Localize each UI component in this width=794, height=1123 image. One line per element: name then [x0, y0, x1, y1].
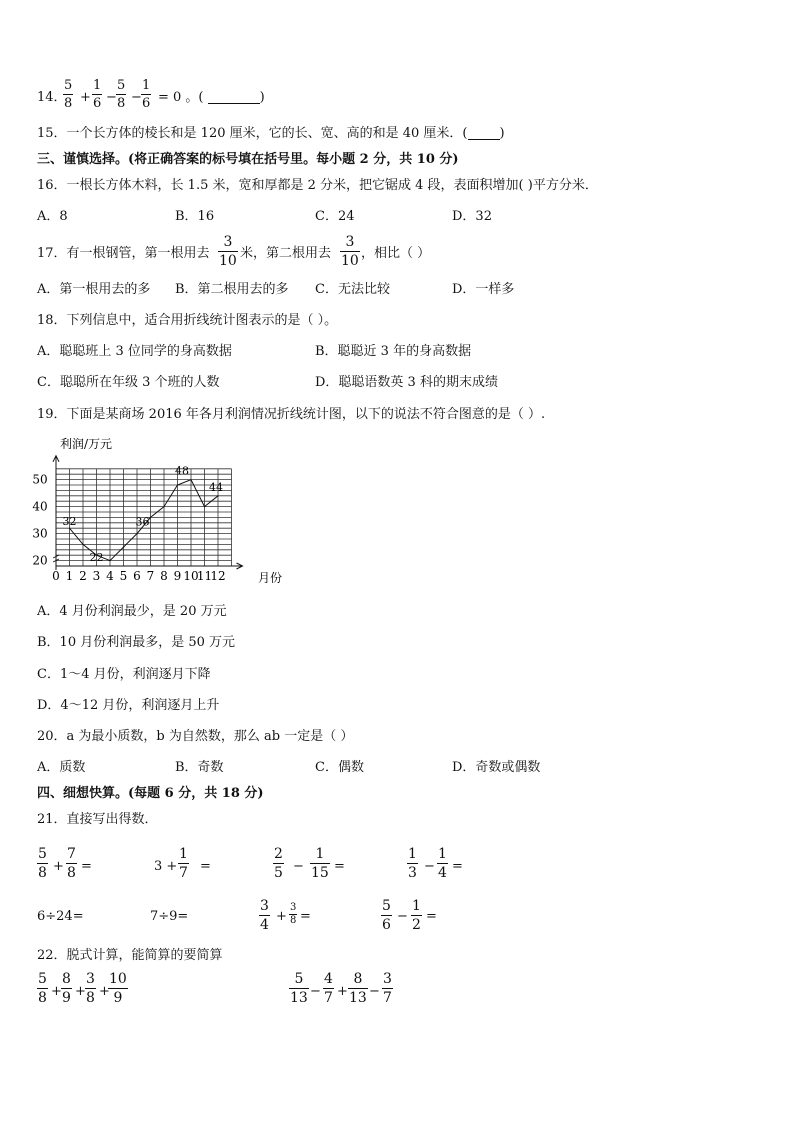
q21-r1a-fraction-2: 7 8: [67, 846, 76, 881]
q19-option-d[interactable]: D．4～12 月份，利润逐月上升: [37, 698, 220, 713]
q18-option-d[interactable]: D．聪聪语数英 3 科的期末成绩: [315, 375, 498, 390]
chart-data-label: 32: [62, 515, 77, 529]
q20-option-b[interactable]: B．奇数: [175, 760, 224, 775]
q14-fraction-2: 1 6: [93, 78, 102, 111]
q17-option-b[interactable]: B．第二根用去的多: [175, 282, 289, 297]
q21-r2d-eq: =: [426, 909, 437, 924]
q21-r1c-fraction-1: 2 5: [274, 846, 283, 881]
q21-r1a-op: +: [53, 859, 64, 874]
q21-r1d-op: −: [424, 859, 435, 874]
q20-option-a[interactable]: A．质数: [37, 760, 86, 775]
chart-data-point: [109, 560, 110, 561]
chart-x-tick-label: 11: [196, 569, 213, 583]
q17-fraction-2: 3 10: [341, 234, 359, 269]
chart-x-tick-label: 12: [210, 569, 226, 583]
q19-text: 19．下面是某商场 2016 年各月利润情况折线统计图，以下的说法不符合图意的是（ ）.: [37, 407, 546, 422]
q16-option-a[interactable]: A．8: [37, 209, 68, 224]
q19-option-c[interactable]: C．1～4 月份，利润逐月下降: [37, 667, 211, 682]
q22-e2-fraction-2: 4 7: [324, 971, 333, 1006]
chart-data-point: [204, 506, 205, 507]
q15-answer-blank[interactable]: [468, 127, 500, 140]
q21-r1a-eq: =: [81, 859, 92, 874]
chart-data-label: 22: [89, 551, 104, 565]
chart-y-tick-label: 40: [32, 499, 48, 514]
q14-op-2: −: [106, 90, 117, 105]
chart-x-axis-label: 月份: [258, 571, 283, 585]
q18-option-b[interactable]: B．聪聪近 3 年的身高数据: [315, 344, 472, 359]
q19-option-a[interactable]: A．4 月份利润最少，是 20 万元: [37, 604, 227, 619]
q22-e2-op-1: −: [310, 984, 321, 999]
chart-axes: [53, 456, 243, 570]
q22-e1-op-1: +: [51, 984, 62, 999]
q14-number: 14．: [37, 90, 67, 105]
chart-x-tick-label: 0: [52, 569, 60, 583]
q14-fraction-1: 5 8: [64, 78, 73, 111]
q18-option-a[interactable]: A．聪聪班上 3 位同学的身高数据: [37, 344, 232, 359]
chart-x-tick-label: 8: [160, 569, 168, 583]
chart-data-label: 44: [209, 480, 223, 494]
chart-data-point: [190, 479, 191, 480]
q22-e2-op-2: +: [337, 984, 348, 999]
q22-e2-fraction-3: 8 13: [349, 971, 367, 1006]
q20-option-d[interactable]: D．奇数或偶数: [452, 760, 541, 775]
q22-e2-fraction-4: 3 7: [383, 971, 392, 1006]
q22-e1-fraction-4: 10 9: [109, 971, 127, 1006]
chart-x-tick-label: 2: [79, 569, 87, 583]
chart-x-tick-label: 10: [183, 569, 199, 583]
q18-text: 18．下列信息中，适合用折线统计图表示的是（ ）。: [37, 313, 338, 328]
q21-r1c-fraction-2: 1 15: [311, 846, 329, 881]
chart-data-point: [177, 484, 178, 485]
q21-r2c-fraction-1: 3 4: [260, 898, 269, 933]
q21-r1d-fraction-2: 1 4: [438, 846, 447, 881]
q14-op-1: +: [80, 90, 91, 105]
q21-r2d-fraction-2: 1 2: [412, 898, 421, 933]
chart-x-tick-label: 4: [106, 569, 114, 583]
q21-r2d-fraction-1: 5 6: [382, 898, 391, 933]
chart-labels: [32, 465, 225, 583]
chart-x-tick-label: 1: [65, 569, 74, 583]
q22-e1-op-3: +: [99, 984, 110, 999]
chart-data-point: [163, 506, 164, 507]
q22-e2-op-3: −: [369, 984, 380, 999]
q21-r2c-op: +: [276, 909, 287, 924]
chart-data-point: [217, 495, 218, 496]
q17-option-a[interactable]: A．第一根用去的多: [37, 282, 151, 297]
q21-text: 21．直接写出得数．: [37, 812, 158, 827]
chart-data-point: [150, 517, 151, 518]
q21-r1b-fraction: 1 7: [179, 846, 188, 881]
q17-text-c: ，相比（ ）: [361, 246, 431, 261]
chart-data-label: 36: [135, 515, 150, 529]
q16-option-b[interactable]: B．16: [175, 209, 215, 224]
q22-text: 22．脱式计算，能简算的要简算: [37, 948, 223, 963]
q22-e1-fraction-2: 8 9: [62, 971, 71, 1006]
q22-e2-fraction-1: 5 13: [290, 971, 308, 1006]
q17-option-c[interactable]: C．无法比较: [315, 282, 390, 297]
q14-op-3: −: [131, 90, 142, 105]
q16-option-d[interactable]: D．32: [452, 209, 492, 224]
q14-fraction-4: 1 6: [142, 78, 151, 111]
chart-y-tick-label: 30: [32, 526, 48, 541]
q22-e1-fraction-3: 3 8: [86, 971, 95, 1006]
q21-r1c-op: −: [293, 859, 304, 874]
profit-line-chart: [30, 430, 300, 590]
q21-r2b: 7÷9=: [150, 909, 189, 924]
q20-text: 20．a 为最小质数，b 为自然数，那么 ab 一定是（ ）: [37, 729, 354, 744]
q21-r1c-eq: =: [334, 859, 345, 874]
q21-r1d-eq: =: [452, 859, 463, 874]
chart-y-axis-label: 利润/万元: [60, 437, 113, 451]
q14-answer-blank[interactable]: [208, 91, 260, 104]
q14-equation-rest: = 0 。( ): [158, 90, 265, 105]
q16-option-c[interactable]: C．24: [315, 209, 355, 224]
q14-fraction-3: 5 8: [117, 78, 126, 111]
q21-r2d-op: −: [397, 909, 408, 924]
chart-data-label: 48: [175, 464, 189, 478]
q21-r1a-fraction-1: 5 8: [38, 846, 47, 881]
chart-x-tick-label: 6: [133, 569, 141, 583]
q21-r2a: 6÷24=: [37, 909, 84, 924]
q21-r2c-fraction-2: 3 8: [290, 902, 297, 926]
q17-fraction-1: 3 10: [219, 234, 237, 269]
q20-option-c[interactable]: C．偶数: [315, 760, 364, 775]
chart-x-tick-label: 3: [92, 569, 101, 583]
q21-r1d-fraction-1: 1 3: [408, 846, 417, 881]
q21-r2c-eq: =: [300, 909, 311, 924]
q15-text: 15．一个长方体的棱长和是 120 厘米，它的长、宽、高的和是 40 厘米．( ): [37, 126, 505, 141]
q17-text-b: 米，第二根用去: [240, 246, 332, 261]
chart-y-tick-label: 50: [32, 472, 48, 487]
chart-data-point: [82, 544, 83, 545]
chart-data-point: [136, 533, 137, 534]
chart-x-tick-label: 5: [119, 569, 128, 583]
q19-option-b[interactable]: B．10 月份利润最多，是 50 万元: [37, 635, 236, 650]
q17-option-d[interactable]: D．一样多: [452, 282, 515, 297]
chart-x-tick-label: 9: [173, 569, 182, 583]
q16-text: 16．一根长方体木料，长 1.5 米，宽和厚都是 2 分米，把它锯成 4 段，表面积增加( )平方分米．: [37, 178, 598, 193]
section-3-title: 三、谨慎选择。(将正确答案的标号填在括号里。每小题 2 分，共 10 分): [37, 152, 459, 167]
q17-text-a: 17．有一根钢管，第一根用去: [37, 246, 210, 261]
chart-x-tick-label: 7: [146, 569, 155, 583]
q22-e1-fraction-1: 5 8: [38, 971, 47, 1006]
section-4-title: 四、细想快算。(每题 6 分，共 18 分): [37, 786, 264, 801]
q21-r1b-pre: 3 +: [154, 859, 178, 874]
q22-e1-op-2: +: [75, 984, 86, 999]
q18-option-c[interactable]: C．聪聪所在年级 3 个班的人数: [37, 375, 220, 390]
chart-data-point: [123, 547, 124, 548]
chart-y-tick-label: 20: [32, 553, 48, 568]
q21-r1b-eq: =: [200, 859, 211, 874]
